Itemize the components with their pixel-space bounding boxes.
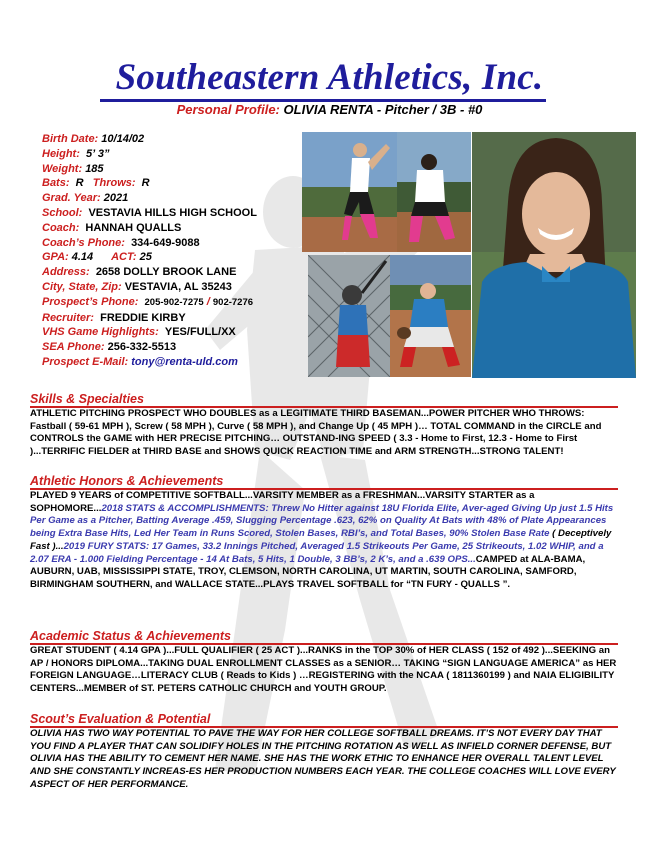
grad-year-row: [42, 191, 312, 206]
prospect-phone-row: [42, 295, 312, 311]
athletic-2018-stats: 2018 STATS & ACCOMPLISHMENTS: Threw No Hitter against 18U Florida Elite, Aver-aged Giving Up just 1.5 Hits Per Game as a Pitcher, Batting Average .459, Slugging Percentage .623, 62% on Quality At Bats with 48% of Plate Appearances being Extra Base Hits, Led Her Team in Runs Scored, Stolen Bases, RBI’s, and Total Bases, 90% Stolen Base Rate: [30, 502, 614, 540]
act-label: ACT:: [111, 251, 137, 264]
recruiter-row: [42, 311, 312, 326]
pitching-photo-1: [302, 132, 397, 252]
height-label: Height:: [42, 147, 80, 160]
throws-value: R: [141, 177, 150, 190]
gpa-value: 4.14: [71, 251, 94, 264]
birth-date-value: 10/14/02: [101, 133, 145, 145]
prospect-phone-separator: /: [206, 295, 210, 308]
email-label: Prospect E-Mail:: [42, 355, 129, 368]
height-row: [42, 147, 312, 162]
coach-value: HANNAH QUALLS: [85, 221, 182, 234]
school-row: [42, 206, 312, 221]
fielding-photo: [390, 255, 471, 377]
height-value: 5’ 3”: [86, 147, 110, 160]
sea-phone-value: 256-332-5513: [107, 341, 177, 354]
sea-phone-label: SEA Phone:: [42, 341, 105, 354]
bats-label: Bats:: [42, 177, 70, 190]
company-title: Southeastern Athletics, Inc.: [115, 57, 544, 98]
athletic-text-e: CAMPED at ALA-BAMA, AUBURN, UAB, MISSISSIPPI STATE, TROY, CLEMSON, NORTH CAROLINA, UT MARTIN, SOUTH CAROLINA, SAMFORD, BIRMINGHAM SOUTHERN, and WALLACE STATE...PLAYS TRAVEL SOFTBALL for “TN FURY - QUALLS ”.: [30, 553, 586, 590]
gpa-act-row: [42, 250, 312, 265]
address-label: Address:: [42, 266, 90, 279]
bio-block: [42, 132, 312, 370]
athletic-text-c: ( Deceptively Fast )...: [30, 528, 612, 552]
batting-photo: [308, 255, 390, 377]
birth-date-label: Birth Date:: [42, 133, 99, 145]
school-value: VESTAVIA HILLS HIGH SCHOOL: [88, 206, 257, 219]
act-value: 25: [139, 251, 152, 264]
weight-value: 185: [85, 162, 104, 175]
coach-phone-row: [42, 236, 312, 251]
sea-phone-row: [42, 340, 312, 355]
highlights-label: VHS Game Highlights:: [42, 326, 159, 339]
profile-value: OLIVIA RENTA - Pitcher / 3B - #0: [283, 102, 483, 117]
school-label: School:: [42, 206, 83, 219]
coach-row: [42, 221, 312, 236]
grad-year-label: Grad. Year:: [42, 192, 101, 205]
weight-row: [42, 162, 312, 177]
skills-heading: Skills & Specialties: [30, 392, 144, 406]
prospect-phone-value-b: 902-7276: [212, 296, 254, 308]
profile-subtitle: [0, 102, 659, 117]
weight-label: Weight:: [42, 162, 83, 175]
athletic-2019-stats: 2019 FURY STATS: 17 Games, 33.2 Innings Pitched, Averaged 1.5 Strikeouts Per Game, 25 Strikeouts, 1.02 WHIP, and a 2.07 ERA - 1.000 Fielding Percentage - 14 At Bats, 5 Hits, 1 Double, 3 BB’s, 2 K’s, and a .639 OPS...: [30, 540, 604, 565]
recruiter-value: FREDDIE KIRBY: [100, 311, 186, 324]
throws-label: Throws:: [92, 177, 136, 190]
recruiter-label: Recruiter:: [42, 311, 94, 324]
prospect-phone-value-a: 205-902-7275: [144, 296, 204, 308]
scout-heading: Scout’s Evaluation & Potential: [30, 712, 211, 726]
athletic-heading: Athletic Honors & Achievements: [30, 474, 224, 488]
address-row: [42, 265, 312, 280]
gpa-label: GPA:: [42, 251, 69, 264]
portrait-photo: [472, 132, 636, 378]
city-label: City, State, Zip:: [42, 280, 122, 293]
coach-phone-value: 334-649-9088: [131, 236, 200, 249]
address-value: 2658 DOLLY BROOK LANE: [95, 266, 237, 279]
city-row: [42, 280, 312, 295]
grad-year-value: 2021: [103, 192, 129, 205]
birth-date-row: [42, 132, 312, 147]
prospect-phone-label: Prospect’s Phone:: [42, 295, 139, 308]
skills-text: ATHLETIC PITCHING PROSPECT WHO DOUBLES as a LEGITIMATE THIRD BASEMAN...POWER PITCHER WHO THROWS: Fastball ( 59-61 MPH ), Screw ( 58 MPH ), Curve ( 58 MPH ), and Change Up ( 45 MPH )… TOTAL COMMAND in the CIRCLE and CONTROLS the GAME with HER PRECISE PITCHING… OUTSTAND-ING SPEED ( 3.3 - Home to First, 12.3 - Home to First )...TERRIFIC FIELDER at THIRD BASE and SHOWS QUICK REACTION TIME and ARM STRENGTH...STRONG TALENT!: [30, 408, 602, 458]
highlights-value: YES/FULL/XX: [164, 326, 236, 339]
bats-throws-row: [42, 176, 312, 191]
coach-phone-label: Coach’s Phone:: [42, 236, 125, 249]
coach-label: Coach:: [42, 221, 80, 234]
athletic-text: [30, 490, 622, 592]
city-value: VESTAVIA, AL 35243: [124, 280, 232, 293]
bats-value: R: [75, 177, 84, 190]
profile-label: Personal Profile:: [176, 102, 280, 117]
athletic-text-a: PLAYED 9 YEARS of COMPETITIVE SOFTBALL...VARSITY MEMBER as a FRESHMAN...VARSITY STARTER as a SOPHOMORE...: [30, 490, 535, 514]
email-value[interactable]: tony@renta-uld.com: [131, 355, 238, 368]
email-row: [42, 355, 312, 370]
highlights-row: [42, 325, 312, 340]
academic-text: GREAT STUDENT ( 4.14 GPA )...FULL QUALIFIER ( 25 ACT )...RANKS in the TOP 30% of HER CLASS ( 152 of 492 )...SEEKING an AP / HONORS DIPLOMA...TAKING DUAL ENROLLMENT CLASSES as a SENIOR… TAKING “SIGN LANGUAGE AMERICA” as HER FOREIGN LANGUAGE…LITERACY CLUB ( Reads to Kids ) …REGISTERING with the NCAA ( 1811360199 ) and NAIA ELIGIBILITY CENTERS...MEMBER of ST. PETERS CATHOLIC CHURCH and YOUTH GROUP.: [30, 645, 617, 695]
scout-text: OLIVIA HAS TWO WAY POTENTIAL TO PAVE THE WAY FOR HER COLLEGE SOFTBALL DREAMS. IT’S NOT EVERY DAY THAT YOU FIND A PLAYER THAT CAN SOLIDIFY HOLES IN THE PITCHING ROTATION AS WELL AS INFIELD CORNER DEFENSE, BUT OLIVIA HAS THE ABILITY TO CEMENT HER NAME. SHE HAS THE WORK ETHIC TO ENHANCE HER OVERALL TALENT LEVEL AND SHE CONSTANTLY INCREAS-ES HER PRODUCTION NUMBERS EACH YEAR. THE COLLEGE COACHES WILL LOVE EVERY ASPECT OF HER PERFORMANCE.: [30, 728, 616, 790]
pitching-photo-2: [397, 132, 471, 252]
academic-heading: Academic Status & Achievements: [30, 629, 232, 643]
